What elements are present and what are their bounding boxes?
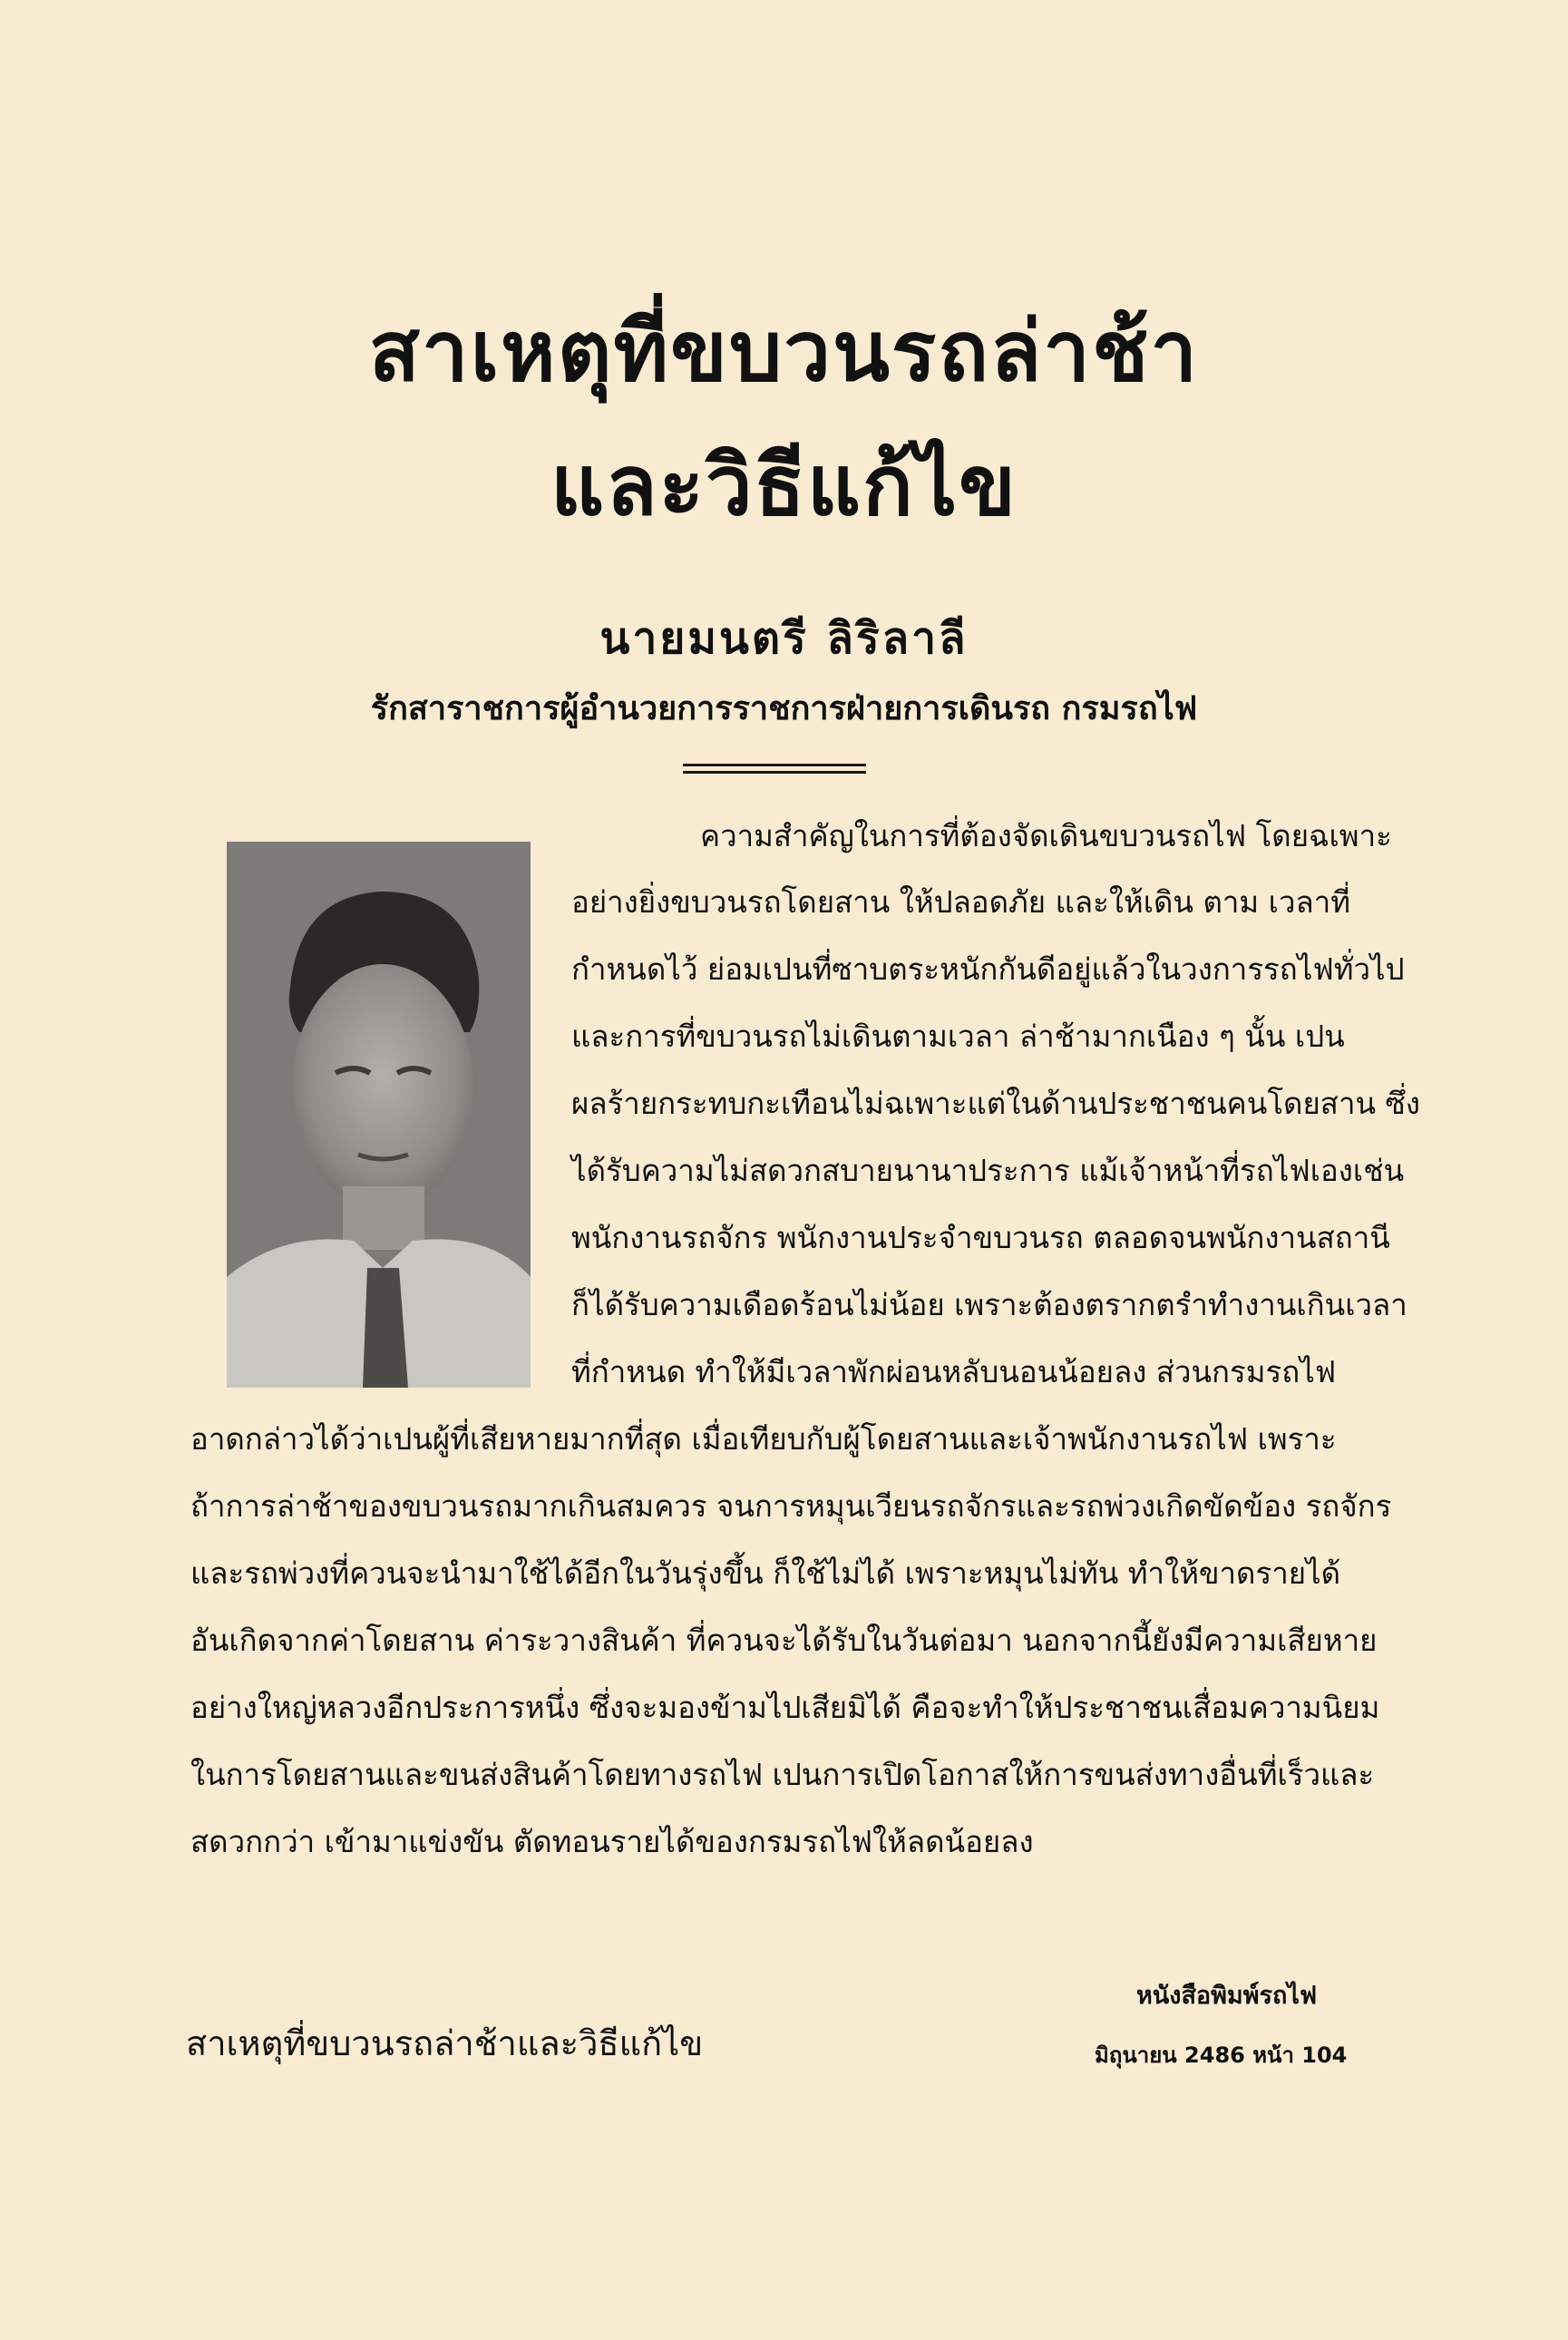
body-line-6: ได้รับความไม่สดวกสบายนานาประการ แม้เจ้าหน้าที่รถไฟเองเช่น [571,1153,1405,1188]
body-line-13: อันเกิดจากค่าโดยสาน ค่าระวางสินค้า ที่ควนจะได้รับในวันต่อมา นอกจากนี้ยังมีความเสียหาย [190,1623,1378,1658]
body-line-3: กำหนดไว้ ย่อมเปนที่ซาบตระหนักกันดีอยู่แล้วในวงการรถไฟทั่วไป [571,951,1405,987]
body-line-4: และการที่ขบวนรถไม่เดินตามเวลา ล่าช้ามากเนือง ๆ นั้น เปน [571,1019,1345,1054]
body-line-12: และรถพ่วงที่ควนจะนำมาใช้ได้อีกในวันรุ่งขึ้น ก็ใช้ไม่ได้ เพราะหมุนไม่ทัน ทำให้ขาดรายได้ [190,1555,1341,1591]
footer-date-page: มิถุนายน 2486 หน้า 104 [1095,2043,1348,2068]
article-title-line-2: และวิธีแก้ไข [550,437,1018,534]
body-line-5: ผลร้ายกระทบกะเทือนไม่ฉเพาะแต่ในด้านประชาชนคนโดยสาน ซึ่ง [571,1086,1421,1121]
article-title-line-1: สาเหตุที่ขบวนรถล่าช้า [368,303,1200,400]
body-line-8: ก็ได้รับความเดือดร้อนไม่น้อย เพราะต้องตรากตรำทำงานเกินเวลา [571,1287,1407,1322]
body-line-16: สดวกกว่า เข้ามาแข่งขัน ตัดทอนรายได้ของกรมรถไฟให้ลดน้อยลง [190,1824,1034,1859]
footer-article-title: สาเหตุที่ขบวนรถล่าช้าและวิธีแก้ไข [186,2023,704,2063]
title-divider [683,764,866,775]
body-line-15: ในการโดยสานและขนส่งสินค้าโดยทางรถไฟ เปนการเปิดโอกาสให้การขนส่งทางอื่นที่เร็วและ [190,1757,1375,1792]
body-line-11: ถ้าการล่าช้าของขบวนรถมากเกินสมควร จนการหมุนเวียนรถจักรและรถพ่วงเกิดขัดข้อง รถจักร [190,1488,1392,1524]
body-line-1: ความสำคัญในการที่ต้องจัดเดินขบวนรถไฟ โดยฉเพาะ [700,818,1392,853]
author-position: รักสาราชการผู้อำนวยการราชการฝ่ายการเดินรถ กรมรถไฟ [370,690,1198,727]
body-line-10: อาดกล่าวได้ว่าเปนผู้ที่เสียหายมากที่สุด เมื่อเทียบกับผู้โดยสานและเจ้าพนักงานรถไฟ เพราะ [190,1421,1337,1457]
body-line-9: ที่กำหนด ทำให้มีเวลาพักผ่อนหลับนอนน้อยลง ส่วนกรมรถไฟ [571,1354,1337,1389]
body-line-7: พนักงานรถจักร พนักงานประจำขบวนรถ ตลอดจนพนักงานสถานี [571,1220,1390,1255]
footer-publication-name: หนังสือพิมพ์รถไฟ [1136,1982,1318,2010]
body-line-14: อย่างใหญ่หลวงอีกประการหนึ่ง ซึ่งจะมองข้ามไปเสียมิได้ คือจะทำให้ประชาชนเสื่อมความนิยม [190,1690,1380,1725]
body-line-2: อย่างยิ่งขบวนรถโดยสาน ให้ปลอดภัย และให้เดิน ตาม เวลาที่ [571,884,1350,920]
author-name: นายมนตรี ลิริลาลี [599,613,969,664]
author-portrait-photo [227,842,531,1388]
